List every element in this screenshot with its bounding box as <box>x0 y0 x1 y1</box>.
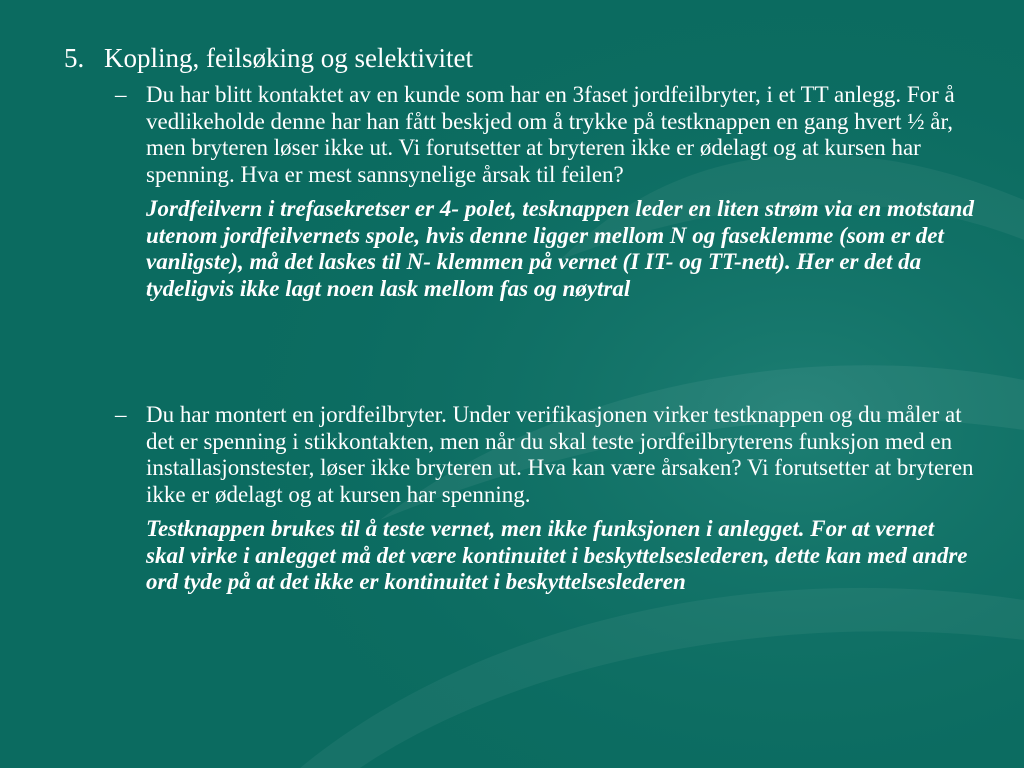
heading-number: 5. <box>64 43 85 73</box>
answer-text-1: Jordfeilvern i trefasekretser er 4- polet, tesknappen leder en liten strøm via en motstand utenom jordfeilvernets spole, hvis denne ligger mellom N og faseklemme (som er det vanligste), må det laskes til N- klemmen på vernet (I IT- og TT-nett). Her er det da tydeligvis ikke lagt noen lask mellom fas og nøytral <box>146 196 974 301</box>
slide-heading <box>64 42 473 74</box>
question-text-1: Du har blitt kontaktet av en kunde som har en 3faset jordfeilbryter, i et TT anlegg. For å vedlikeholde denne har han fått beskjed om å trykke på testknappen en gang hvert ½ år, men bryteren løser ikke ut. Vi forutsetter at bryteren ikke er ødelagt og at kursen har spenning. Hva er mest sannsynelige årsak til feilen? <box>146 82 955 187</box>
question-item-1 <box>115 82 975 302</box>
dash-bullet-2: – <box>115 402 127 427</box>
answer-text-2: Testknappen brukes til å teste vernet, men ikke funksjonen i anlegget. For at vernet skal virke i anlegget må det være kontinuitet i beskyttelseslederen, dette kan med andre ord tyde på at det ikke er kontinuitet i beskyttelseslederen <box>146 516 968 594</box>
question-item-2 <box>115 402 975 596</box>
dash-bullet-1: – <box>115 82 127 107</box>
question-text-2: Du har montert en jordfeilbryter. Under verifikasjonen virker testknappen og du måler at det er spenning i stikkontakten, men når du skal teste jordfeilbryterens funksjon med en installasjonstester, løser ikke bryteren ut. Hva kan være årsaken? Vi forutsetter at bryteren ikke er ødelagt og at kursen har spenning. <box>146 402 974 507</box>
heading-title: Kopling, feilsøking og selektivitet <box>104 43 473 73</box>
